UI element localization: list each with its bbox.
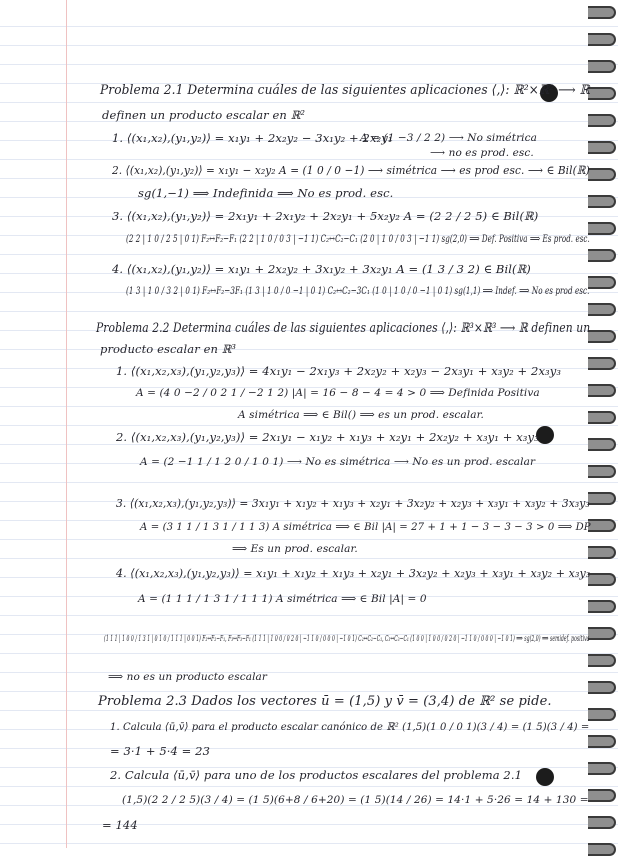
item-2-2-4: 4. ⟨(x₁,x₂,x₃),(y₁,y₂,y₃)⟩ = x₁y₁ + x₁y₂ + x₁y₃ + x₂y₁ + 3x₂y₂ + x₂y₃ + x₃y₁ + x₃y₂ + x₃y₃ [116, 566, 591, 580]
item-2-2-3-result: ⟹ Es un prod. escalar. [232, 543, 358, 555]
spiral-coil [588, 33, 616, 46]
spiral-coil [588, 330, 616, 343]
spiral-coil [588, 249, 616, 262]
margin-line [66, 0, 67, 848]
spiral-coil [588, 87, 616, 100]
spiral-coil [588, 6, 616, 19]
spiral-coil [588, 573, 616, 586]
spiral-coil [588, 411, 616, 424]
item-2-3-1-result: = 3·1 + 5·4 = 23 [110, 744, 210, 758]
item-2-3-2-calculation: (1,5)(2 2 / 2 5)(3 / 4) = (1 5)(6+8 / 6+20) = (1 5)(14 / 26) = 14·1 + 5·26 = 14 + 130 = [122, 794, 589, 806]
problem-2-3-title: Problema 2.3 Dados los vectores ū = (1,5) y v̄ = (3,4) de ℝ² se pide. [98, 694, 552, 709]
item-2-3-2: 2. Calcula ⟨ū,v̄⟩ para uno de los productos escalares del problema 2.1 [110, 768, 523, 782]
item-2-2-3-matrix: A = (3 1 1 / 1 3 1 / 1 1 3) A simétrica ⟹ ∈ Bil |A| = 27 + 1 + 1 − 3 − 3 − 3 > 0 ⟹ DP [140, 521, 591, 533]
spiral-coil [588, 438, 616, 451]
spiral-coil [588, 492, 616, 505]
item-2-1-4-reduction: (1 3 | 1 0 / 3 2 | 0 1) F₂↔F₂−3F₁ (1 3 | 1 0 / 0 −1 | 0 1) C₂↔C₂−3C₁ (1 0 | 1 0 / 0 −1 | 0 1) sg(1,1) ⟹ Indef. ⟹ No es prod esc. [126, 285, 590, 297]
item-2-1-3-reduction: (2 2 | 1 0 / 2 5 | 0 1) F₂↔F₂−F₁ (2 2 | 1 0 / 0 3 | −1 1) C₂↔C₂−C₁ (2 0 | 1 0 / 0 3 | −1 1) sg(2,0) ⟹ Def. Positiva ⟹ Es prod. esc. [126, 233, 590, 245]
item-2-1-4: 4. ⟨(x₁,x₂),(y₁,y₂)⟩ = x₁y₁ + 2x₂y₂ + 3x₁y₂ + 3x₂y₁ A = (1 3 / 3 2) ∈ Bil(ℝ) [112, 262, 531, 276]
problem-2-2-subtitle: producto escalar en ℝ³ [100, 342, 237, 356]
spiral-coil [588, 843, 616, 856]
spiral-coil [588, 141, 616, 154]
item-2-2-2: 2. ⟨(x₁,x₂,x₃),(y₁,y₂,y₃)⟩ = 2x₁y₁ − x₁y₂ + x₁y₃ + x₂y₁ + 2x₂y₂ + x₃y₁ + x₃y₃ [116, 430, 539, 444]
punch-hole [536, 768, 554, 786]
spiral-coil [588, 816, 616, 829]
spiral-coil [588, 735, 616, 748]
spiral-coil [588, 114, 616, 127]
spiral-coil [588, 195, 616, 208]
problem-2-1-subtitle: definen un producto escalar en ℝ² [102, 108, 306, 122]
item-2-1-1-note: ⟶ no es prod. esc. [430, 147, 534, 159]
item-2-2-3: 3. ⟨(x₁,x₂,x₃),(y₁,y₂,y₃)⟩ = 3x₁y₁ + x₁y₂ + x₁y₃ + x₂y₁ + 3x₂y₂ + x₂y₃ + x₃y₁ + x₃y₂ + 3x₃y₃ [116, 496, 590, 510]
problem-2-1-title: Problema 2.1 Determina cuáles de las siguientes aplicaciones ⟨,⟩: ℝ²×ℝ² ⟶ ℝ [100, 83, 590, 98]
item-2-1-2-result: sg(1,−1) ⟹ Indefinida ⟹ No es prod. esc. [138, 186, 394, 200]
spiral-coil [588, 546, 616, 559]
spiral-coil [588, 627, 616, 640]
item-2-2-4-matrix: A = (1 1 1 / 1 3 1 / 1 1 1) A simétrica ⟹ ∈ Bil |A| = 0 [138, 593, 427, 605]
item-2-2-1: 1. ⟨(x₁,x₂,x₃),(y₁,y₂,y₃)⟩ = 4x₁y₁ − 2x₁y₃ + 2x₂y₂ + x₂y₃ − 2x₃y₁ + x₃y₂ + 2x₃y₃ [116, 364, 562, 378]
spiral-coil [588, 708, 616, 721]
item-2-3-2-result: = 144 [102, 818, 138, 832]
item-2-2-4-result: ⟹ no es un producto escalar [108, 671, 268, 683]
item-2-2-2-matrix: A = (2 −1 1 / 1 2 0 / 1 0 1) ⟶ No es simétrica ⟶ No es un prod. escalar [140, 456, 536, 468]
spiral-coil [588, 168, 616, 181]
item-2-2-1-result: A simétrica ⟹ ∈ Bil() ⟹ es un prod. escalar. [238, 409, 484, 421]
spiral-coil [588, 789, 616, 802]
item-2-2-4-reduction: (1 1 1 | 1 0 0 / 1 3 1 | 0 1 0 / 1 1 1 | 0 0 1) F₂↔F₂−F₁, F₃↔F₃−F₁ (1 1 1 | 1 0 0 / 0 2 0 | −1 1 0 / 0 0 0 | −1 0 1) C₂↔C₂−C₁, C₃↔C₃−C₁ (1 0 0 | 1 0 0 / 0 2 0 | −1 1 0 / 0 0 0 | −1 0 1) ⟹ sg(2,0) ⟹ semidef. positiva [104, 634, 590, 644]
spiral-coil [588, 384, 616, 397]
spiral-coil [588, 60, 616, 73]
spiral-coil [588, 222, 616, 235]
spiral-coil [588, 276, 616, 289]
item-2-1-2: 2. ⟨(x₁,x₂),(y₁,y₂)⟩ = x₁y₁ − x₂y₂ A = (1 0 / 0 −1) ⟶ simétrica ⟶ es prod esc. ⟶ ∈ Bil(ℝ) [112, 163, 590, 177]
problem-2-2-title: Problema 2.2 Determina cuáles de las siguientes aplicaciones ⟨,⟩: ℝ³×ℝ³ ⟶ ℝ definen un [96, 321, 591, 336]
item-2-1-3: 3. ⟨(x₁,x₂),(y₁,y₂)⟩ = 2x₁y₁ + 2x₁y₂ + 2x₂y₁ + 5x₂y₂ A = (2 2 / 2 5) ∈ Bil(ℝ) [112, 209, 539, 223]
spiral-coil [588, 654, 616, 667]
spiral-coil [588, 681, 616, 694]
spiral-coil [588, 303, 616, 316]
spiral-coil [588, 600, 616, 613]
item-2-2-1-matrix: A = (4 0 −2 / 0 2 1 / −2 1 2) |A| = 16 − 8 − 4 = 4 > 0 ⟹ Definida Positiva [136, 387, 540, 399]
spiral-coil [588, 465, 616, 478]
item-2-3-1: 1. Calcula ⟨ū,v̄⟩ para el producto escalar canónico de ℝ² (1,5)(1 0 / 0 1)(3 / 4) = (1 5)(3 / 4) = [110, 721, 590, 733]
spiral-coil [588, 519, 616, 532]
spiral-coil [588, 762, 616, 775]
item-2-1-1-matrix: A = (1 −3 / 2 2) ⟶ No simétrica [360, 132, 537, 144]
spiral-coil [588, 357, 616, 370]
item-2-1-1: 1. ⟨(x₁,x₂),(y₁,y₂)⟩ = x₁y₁ + 2x₂y₂ − 3x₁y₂ + 2x₂y₁ [112, 131, 393, 145]
